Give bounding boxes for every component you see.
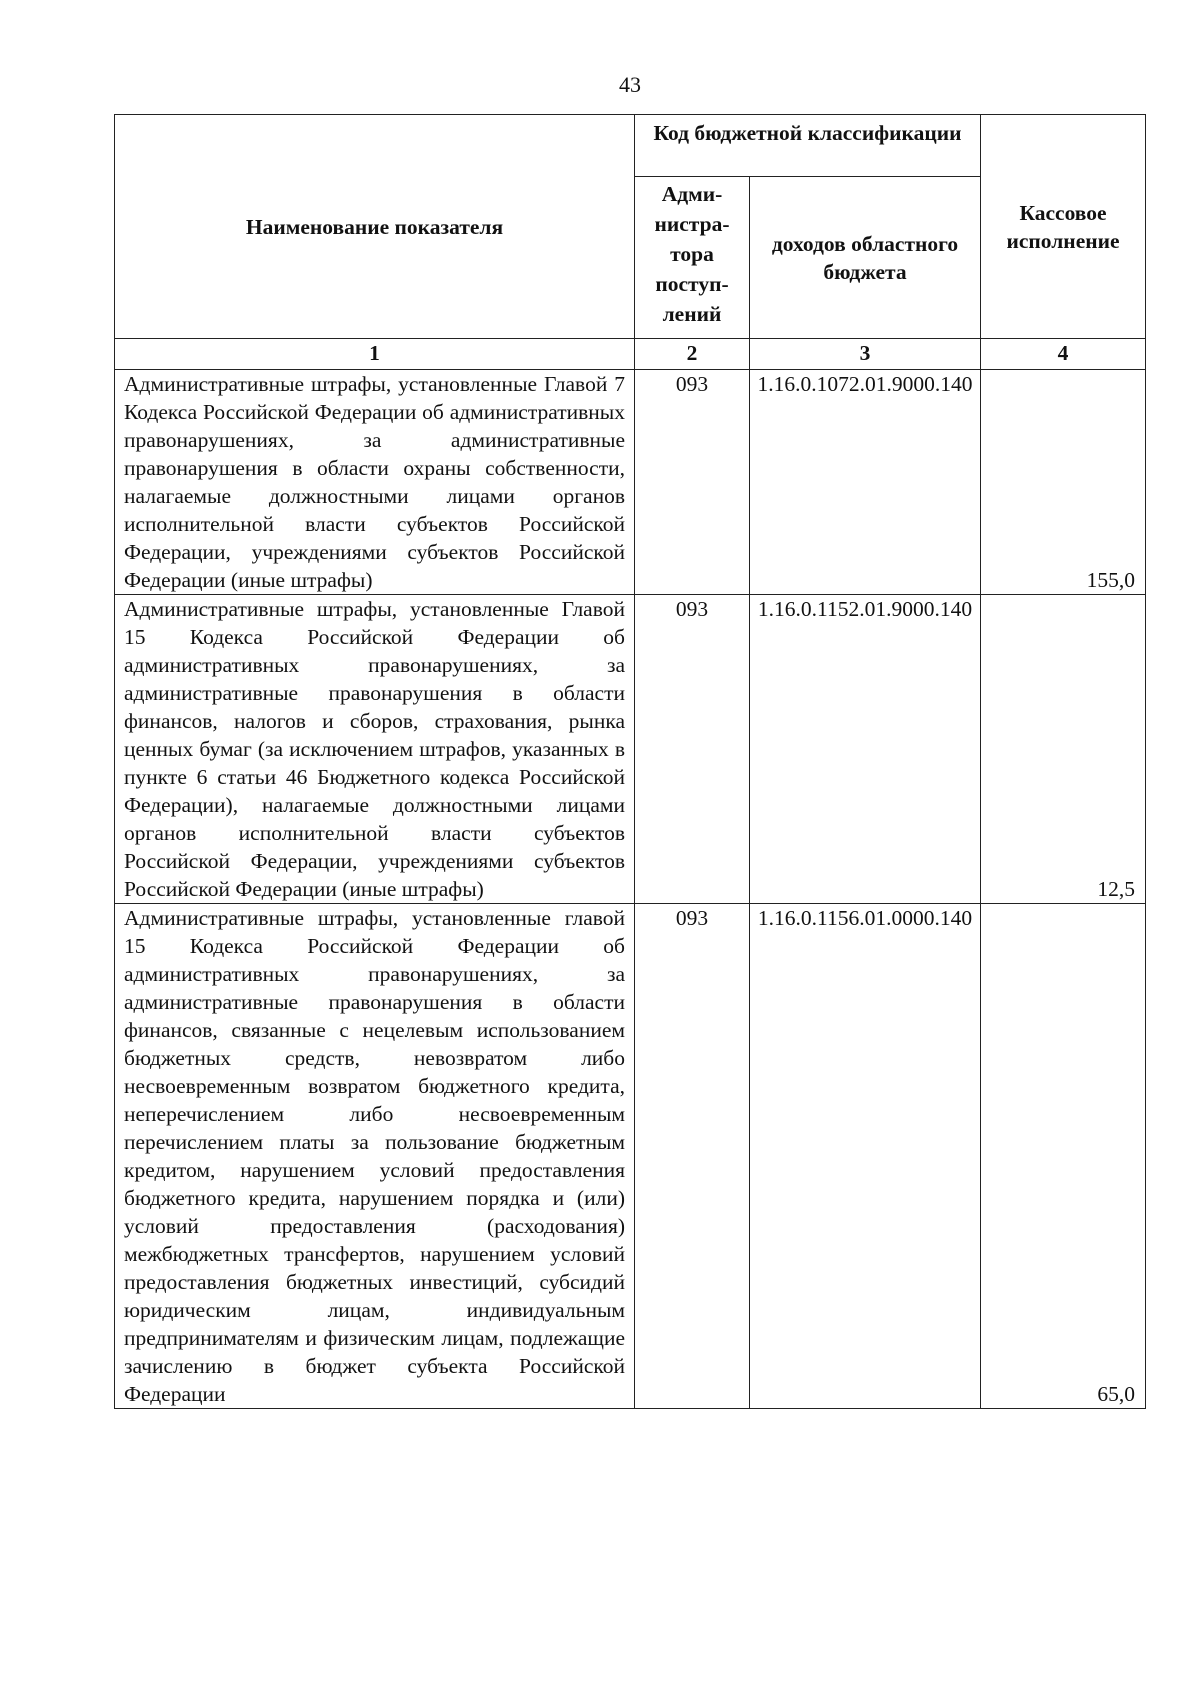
- table-row: [115, 595, 1146, 904]
- administrator-code: 093: [635, 595, 750, 904]
- col-number-1: 1: [115, 339, 635, 370]
- budget-table: [114, 114, 1146, 1409]
- header-code-group: Код бюджетной классификации: [635, 115, 981, 177]
- col-number-3: 3: [750, 339, 981, 370]
- income-code: 1.16.0.1156.01.0000.140: [750, 904, 981, 1409]
- col-number-4: 4: [981, 339, 1146, 370]
- table-row: [115, 370, 1146, 595]
- header-income-code: доходов областного бюджета: [750, 177, 981, 339]
- indicator-name: Административные штрафы, установленные Главой 15 Кодекса Российской Федерации об административных правонарушениях, за административные правонарушения в области финансов, налогов и сборов, страхования, рынка ценных бумаг (за исключением штрафов, указанных в пункте 6 статьи 46 Бюджетного кодекса Российской Федерации), налагаемые должностными лицами органов исполнительной власти субъектов Российской Федерации, учреждениями субъектов Российской Федерации (иные штрафы): [115, 595, 635, 904]
- income-code: 1.16.0.1072.01.9000.140: [750, 370, 981, 595]
- indicator-name: Административные штрафы, установленные главой 15 Кодекса Российской Федерации об административных правонарушениях, за административные правонарушения в области финансов, связанные с нецелевым использованием бюджетных средств, невозвратом либо несвоевременным возвратом бюджетного кредита, неперечислением либо несвоевременным перечислением платы за пользование бюджетным кредитом, нарушением условий предоставления бюджетного кредита, нарушением порядка и (или) условий предоставления (расходования) межбюджетных трансфертов, нарушением условий предоставления бюджетных инвестиций, субсидий юридическим лицам, индивидуальным предпринимателям и физическим лицам, подлежащие зачислению в бюджет субъекта Российской Федерации: [115, 904, 635, 1409]
- cash-execution-amount: 12,5: [981, 595, 1146, 904]
- administrator-code: 093: [635, 904, 750, 1409]
- header-name: Наименование показателя: [115, 115, 635, 339]
- header-administrator: Адми-нистра-тора поступ-лений: [635, 177, 750, 339]
- cash-execution-amount: 65,0: [981, 904, 1146, 1409]
- table-row: [115, 904, 1146, 1409]
- header-cash-execution: Кассовое исполнение: [981, 115, 1146, 339]
- page-number: 43: [619, 72, 641, 97]
- indicator-name: Административные штрафы, установленные Главой 7 Кодекса Российской Федерации об административных правонарушениях, за административные правонарушения в области охраны собственности, налагаемые должностными лицами органов исполнительной власти субъектов Российской Федерации, учреждениями субъектов Российской Федерации (иные штрафы): [115, 370, 635, 595]
- administrator-code: 093: [635, 370, 750, 595]
- income-code: 1.16.0.1152.01.9000.140: [750, 595, 981, 904]
- col-number-2: 2: [635, 339, 750, 370]
- cash-execution-amount: 155,0: [981, 370, 1146, 595]
